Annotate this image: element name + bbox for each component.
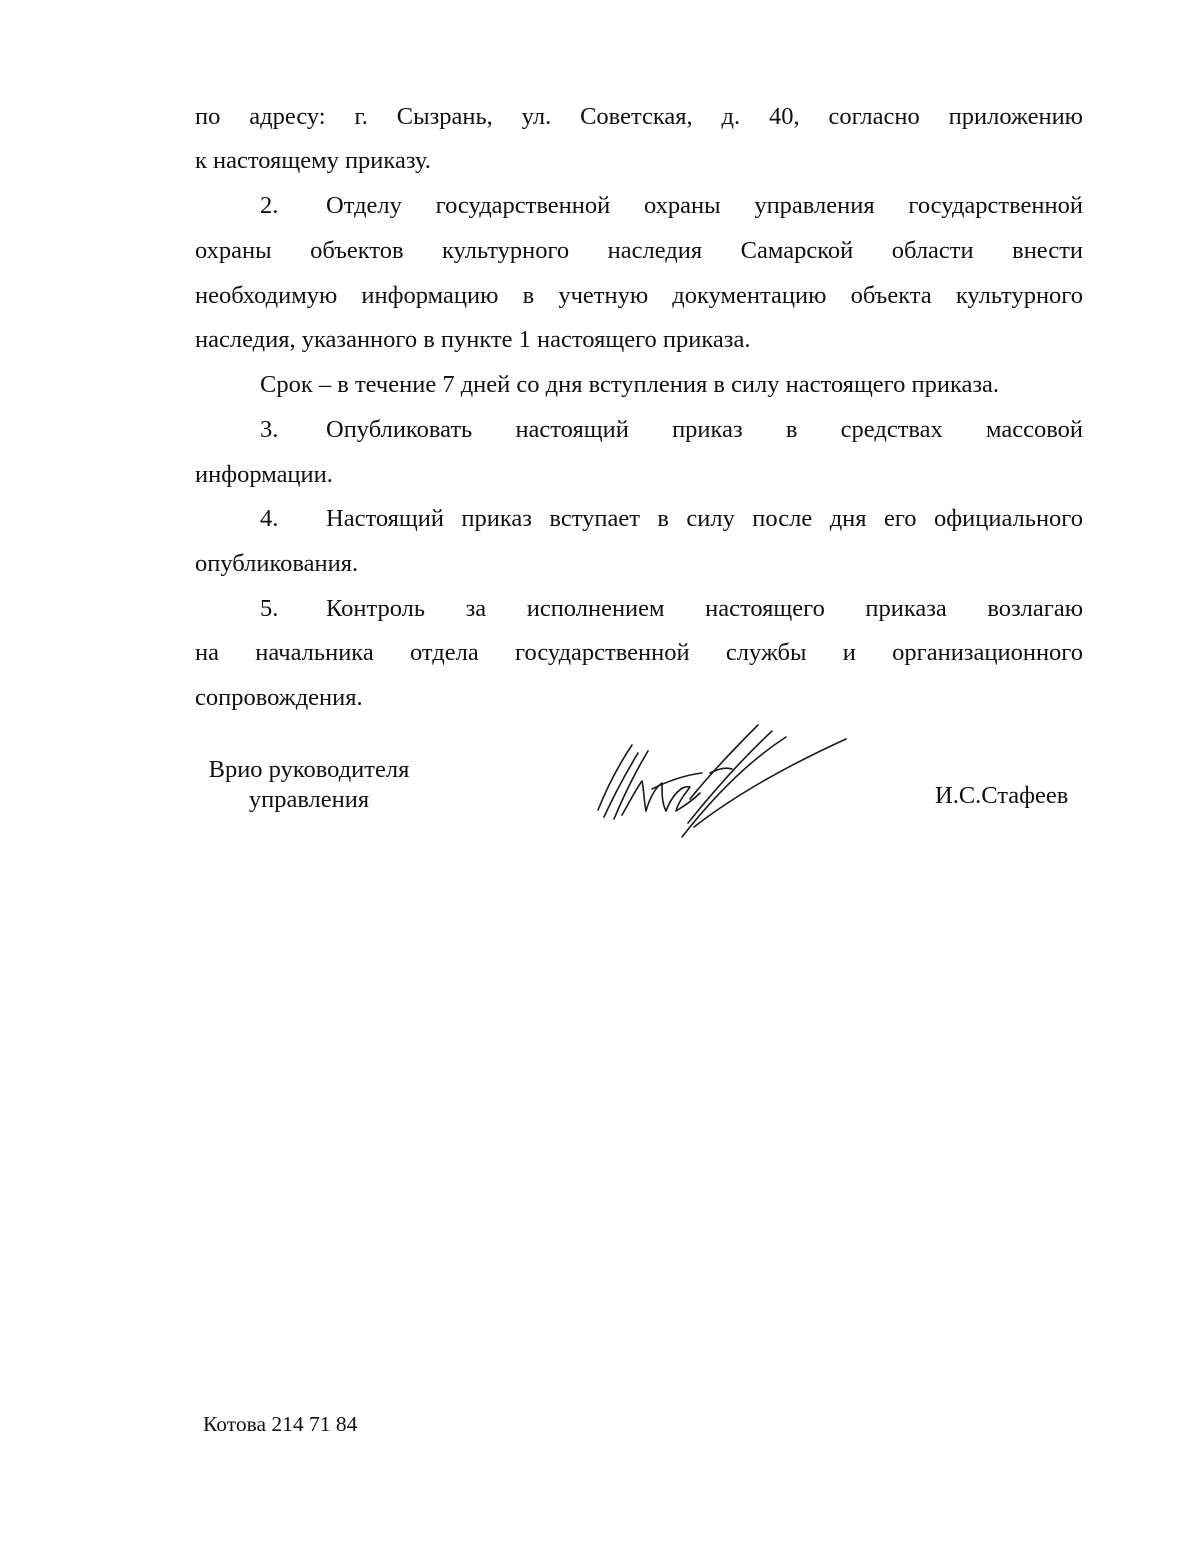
text-line: необходимую информацию в учетную документацию объекта культурного — [195, 282, 1083, 309]
text-line: охраны объектов культурного наследия Самарской области внести — [195, 237, 1083, 264]
item-text: Опубликовать настоящий приказ в средствах массовой — [326, 416, 1083, 443]
item-text: Отделу государственной охраны управления государственной — [326, 192, 1083, 219]
text-line: по адресу: г. Сызрань, ул. Советская, д. 40, согласно приложению — [195, 103, 1083, 130]
list-item-2 — [260, 191, 1083, 221]
list-item-3 — [260, 415, 1083, 445]
text-line: к настоящему приказу. — [195, 147, 431, 174]
item-text: Контроль за исполнением настоящего приказа возлагаю — [326, 595, 1083, 622]
text-line: опубликования. — [195, 550, 359, 577]
deadline-line: Срок – в течение 7 дней со дня вступления в силу настоящего приказа. — [260, 371, 1000, 398]
item-number: 5. — [260, 595, 279, 622]
item-text: Настоящий приказ вступает в силу после дня его официального — [326, 505, 1083, 532]
handwritten-signature — [590, 715, 855, 840]
text-line: информации. — [195, 461, 333, 488]
item-number: 4. — [260, 505, 279, 532]
list-item-5 — [260, 594, 1083, 624]
item-number: 2. — [260, 192, 279, 219]
list-item-4 — [260, 504, 1083, 534]
text-line: сопровождения. — [195, 684, 363, 711]
signer-position-line: Врио руководителя — [208, 756, 410, 783]
signer-position — [195, 755, 423, 815]
text-line: наследия, указанного в пункте 1 настоящего приказа. — [195, 326, 751, 353]
item-number: 3. — [260, 416, 279, 443]
signer-name: И.С.Стафеев — [935, 782, 1069, 809]
text-line: на начальника отдела государственной службы и организационного — [195, 639, 1083, 666]
signer-position-line: управления — [248, 786, 370, 813]
executor-contact: Котова 214 71 84 — [203, 1412, 358, 1436]
